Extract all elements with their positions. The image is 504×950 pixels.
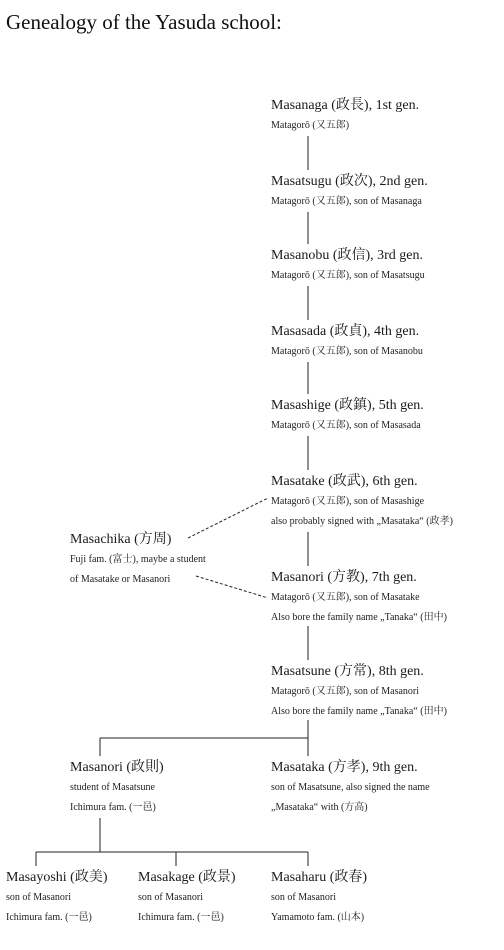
node-masaharu — [271, 868, 367, 928]
node-name: Masatsune (方常), 8th gen. — [271, 664, 424, 679]
node-detail: son of Masanori — [6, 892, 71, 903]
node-name: Masatake (政武), 6th gen. — [271, 474, 418, 489]
node-name: Masakage (政景) — [138, 870, 236, 885]
node-detail: of Masatake or Masanori — [70, 574, 171, 585]
node-name: Masatsugu (政次), 2nd gen. — [271, 174, 428, 189]
node-detail: Matagorō (又五郎), son of Masanori — [271, 686, 420, 697]
node-masatsune — [271, 662, 447, 722]
node-name: Masaharu (政春) — [271, 870, 368, 885]
connector-masachika-masanori — [196, 576, 268, 598]
node-detail: son of Masatsune, also signed the name — [271, 782, 430, 793]
node-detail: „Masataka“ with (方高) — [271, 802, 368, 813]
node-name: Masanori (政則) — [70, 760, 164, 775]
node-name: Masasada (政貞), 4th gen. — [271, 324, 420, 339]
node-name: Masashige (政鎮), 5th gen. — [271, 398, 424, 413]
node-masakage — [138, 868, 236, 928]
node-detail: Matagorō (又五郎), son of Masasada — [271, 420, 421, 431]
node-detail: Matagorō (又五郎), son of Masanaga — [271, 196, 422, 207]
node-masanobu — [271, 246, 425, 286]
node-detail: also probably signed with „Masataka“ (政孝) — [271, 516, 453, 527]
node-name: Masayoshi (政美) — [6, 870, 108, 885]
node-detail: Matagorō (又五郎) — [271, 120, 350, 131]
node-name: Masataka (方孝), 9th gen. — [271, 760, 418, 775]
node-name: Masanobu (政信), 3rd gen. — [271, 248, 424, 263]
node-masanori-7th — [271, 568, 447, 628]
node-detail: Also bore the family name „Tanaka“ (田中) — [271, 612, 447, 623]
node-detail: Ichimura fam. (一邑) — [138, 912, 224, 923]
node-detail: Ichimura fam. (一邑) — [6, 912, 92, 923]
node-detail: Matagorō (又五郎), son of Masatsugu — [271, 270, 425, 281]
node-masasada — [271, 322, 423, 362]
node-detail: Yamamoto fam. (山本) — [271, 912, 365, 923]
node-name: Masanaga (政長), 1st gen. — [271, 98, 420, 113]
node-detail: Ichimura fam. (一邑) — [70, 802, 156, 813]
node-masatake — [271, 472, 453, 532]
node-masanori-ichimura — [70, 758, 164, 818]
node-detail: Matagorō (又五郎), son of Masashige — [271, 496, 425, 507]
node-name: Masanori (方教), 7th gen. — [271, 570, 417, 585]
node-detail: Also bore the family name „Tanaka“ (田中) — [271, 706, 447, 717]
node-detail: Matagorō (又五郎), son of Masatake — [271, 592, 420, 603]
node-masatsugu — [271, 172, 428, 212]
node-name: Masachika (方周) — [70, 532, 172, 547]
node-detail: student of Masatsune — [70, 782, 155, 793]
node-detail: son of Masanori — [138, 892, 203, 903]
page-title: Genealogy of the Yasuda school: — [6, 10, 282, 34]
node-masashige — [271, 396, 424, 436]
node-masachika — [70, 530, 206, 590]
node-masanaga — [271, 96, 419, 136]
node-detail: Fuji fam. (富士), maybe a student — [70, 554, 206, 565]
node-masataka — [271, 758, 430, 818]
node-detail: son of Masanori — [271, 892, 336, 903]
node-masayoshi — [6, 868, 108, 928]
node-detail: Matagorō (又五郎), son of Masanobu — [271, 346, 423, 357]
